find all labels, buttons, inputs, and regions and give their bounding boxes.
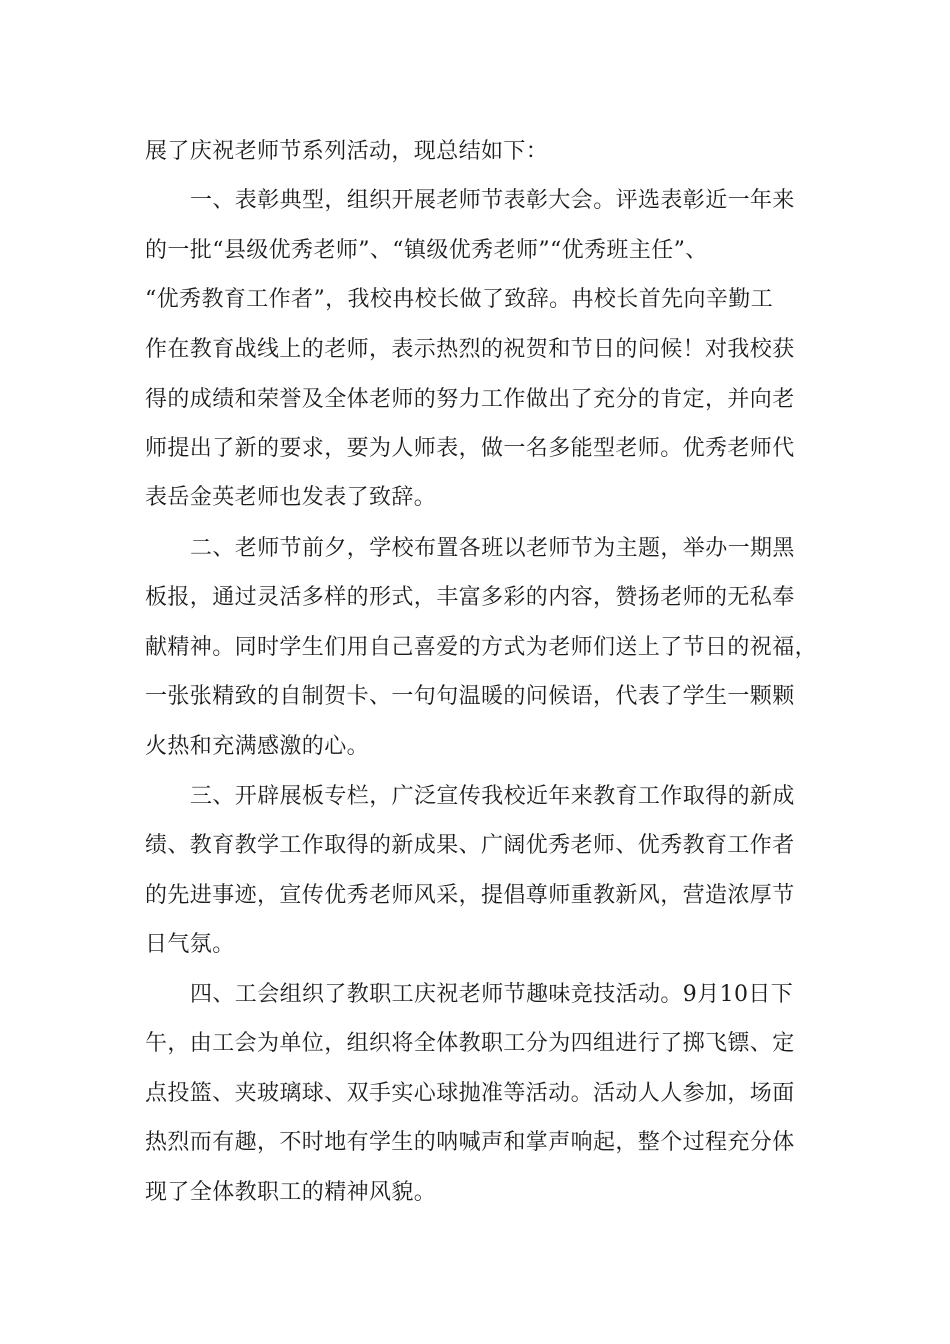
text-line: 一张张精致的自制贺卡、一句句温暖的问候语，代表了学生一颗颗 (145, 684, 795, 709)
text-line: 的一批“县级优秀老师”、“镇级优秀老师”“优秀班主任”、 (145, 238, 708, 263)
paragraph-4-first-line: 四、工会组织了教职工庆祝老师节趣味竞技活动。9月10日下 (190, 982, 794, 1007)
text-line: 展了庆祝老师节系列活动，现总结如下： (145, 139, 549, 164)
paragraph-1-first-line: 一、表彰典型，组织开展老师节表彰大会。评选表彰近一年来 (190, 188, 795, 213)
text-line: 表岳金英老师也发表了致辞。 (145, 485, 437, 510)
text-line: 现了全体教职工的精神风貌。 (145, 1180, 437, 1205)
text-line: 绩、教育教学工作取得的新成果、广阔优秀老师、优秀教育工作者 (145, 833, 795, 858)
text-line: 热烈而有趣，不时地有学生的呐喊声和掌声响起，整个过程充分体 (145, 1130, 795, 1155)
text-line: “优秀教育工作者”，我校冉校长做了致辞。冉校长首先向辛勤工 (145, 287, 774, 312)
text-line: 得的成绩和荣誉及全体老师的努力工作做出了充分的肯定，并向老 (145, 387, 795, 412)
text-line: 火热和充满感激的心。 (145, 734, 370, 759)
text-line: 的先进事迹，宣传优秀老师风采，提倡尊师重教新风，营造浓厚节 (145, 883, 795, 908)
text-line: 作在教育战线上的老师，表示热烈的祝贺和节日的问候！对我校获 (145, 337, 795, 362)
text-line: 午，由工会为单位，组织将全体教职工分为四组进行了掷飞镖、定 (145, 1031, 795, 1056)
text-line: 日气氛。 (145, 932, 235, 957)
paragraph-3-first-line: 三、开辟展板专栏，广泛宣传我校近年来教育工作取得的新成 (190, 784, 795, 809)
text-line: 献精神。同时学生们用自己喜爱的方式为老师们送上了节日的祝福， (145, 635, 818, 660)
text-line: 板报，通过灵活多样的形式，丰富多彩的内容，赞扬老师的无私奉 (145, 585, 795, 610)
text-line: 师提出了新的要求，要为人师表，做一名多能型老师。优秀老师代 (145, 436, 795, 461)
paragraph-2-first-line: 二、老师节前夕，学校布置各班以老师节为主题，举办一期黑 (190, 536, 795, 561)
text-line: 点投篮、夹玻璃球、双手实心球抛准等活动。活动人人参加，场面 (145, 1081, 795, 1106)
